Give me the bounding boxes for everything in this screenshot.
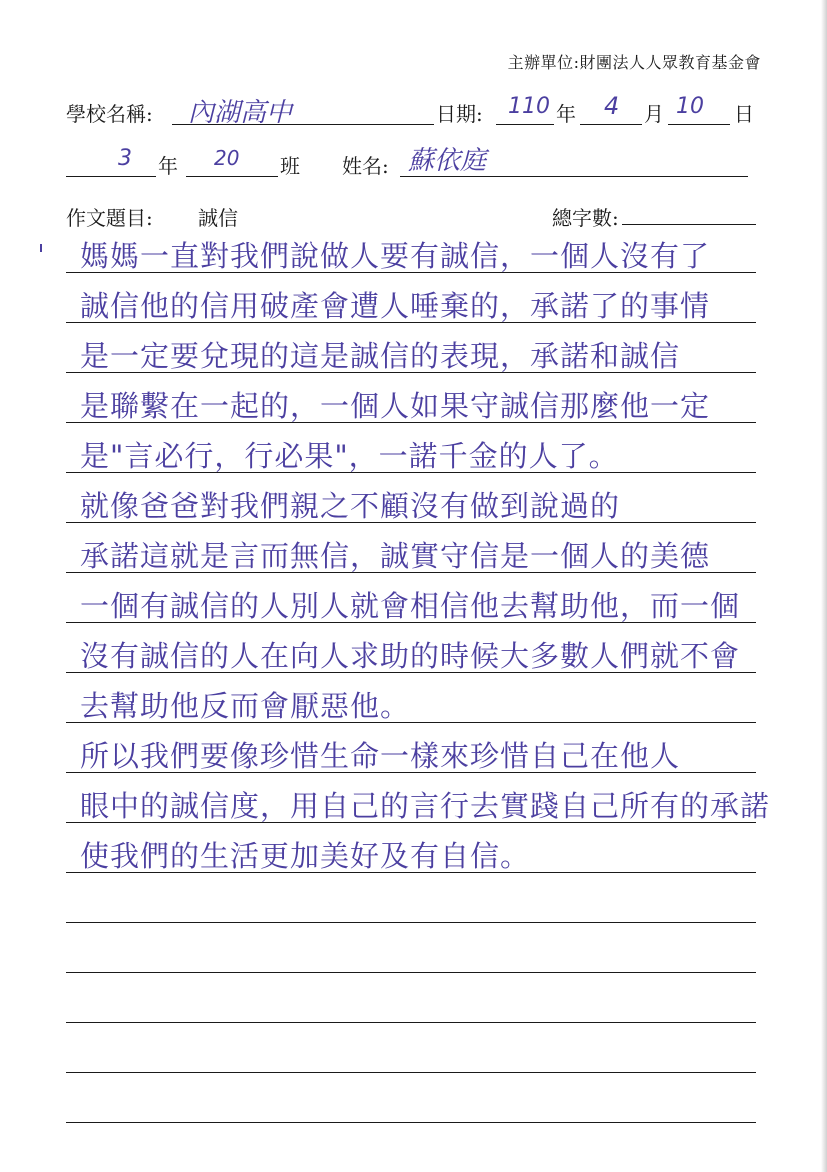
ruled-line [66,1022,756,1023]
ruled-line [66,1072,756,1073]
ruled-line [66,972,756,973]
date-day-underline [668,124,730,125]
essay-line-9: 沒有誠信的人在向人求助的時候大多數人們就不會 [80,639,741,673]
ruled-line [66,1122,756,1123]
class-underline [186,176,278,177]
stray-pen-mark [40,244,42,252]
grade-value: 3 [118,146,132,171]
essay-line-1: 媽媽一直對我們說做人要有誠信，一個人沒有了 [80,239,711,273]
class-value: 20 [214,146,240,170]
date-day-value: 10 [676,94,704,119]
wordcount-underline [622,224,756,225]
school-label: 學校名稱: [66,102,153,126]
wordcount-label: 總字數: [552,206,619,230]
essay-line-7: 承諾這就是言而無信，誠實守信是一個人的美德 [80,539,711,573]
essay-line-8: 一個有誠信的人別人就會相信他去幫助他，而一個 [80,589,741,623]
class-unit: 班 [280,154,300,178]
essay-line-13: 使我們的生活更加美好及有自信。 [80,839,531,873]
date-month-value: 4 [604,92,620,120]
grade-underline [66,176,156,177]
essay-line-6: 就像爸爸對我們親之不顧沒有做到說過的 [80,489,621,523]
essay-line-3: 是一定要兌現的這是誠信的表現，承諾和誠信 [80,339,681,373]
topic-label: 作文題目: [66,206,153,230]
day-unit: 日 [734,102,754,126]
grade-unit: 年 [158,154,178,178]
date-month-underline [580,124,642,125]
name-label: 姓名: [342,154,389,178]
year-unit: 年 [556,102,576,126]
page-edge [821,0,827,1172]
ruled-line [66,922,756,923]
month-unit: 月 [644,102,664,126]
essay-line-10: 去幫助他反而會厭惡他。 [80,689,411,723]
name-value: 蘇依庭 [408,146,487,176]
essay-line-2: 誠信他的信用破產會遭人唾棄的，承諾了的事情 [80,289,711,323]
essay-line-4: 是聯繫在一起的，一個人如果守誠信那麼他一定 [80,389,711,423]
date-label: 日期: [436,102,483,126]
school-value: 內湖高中 [188,98,293,128]
essay-line-11: 所以我們要像珍惜生命一樣來珍惜自己在他人 [80,739,681,773]
essay-line-5: 是"言必行，行必果"，一諾千金的人了。 [80,439,619,473]
sponsor-text: 主辦單位:財團法人人眾教育基金會 [507,53,761,72]
date-year-underline [496,124,554,125]
date-year-value: 110 [508,94,550,119]
topic-value: 誠信 [198,206,238,230]
essay-line-12: 眼中的誠信度，用自己的言行去實踐自己所有的承諾 [80,789,771,823]
